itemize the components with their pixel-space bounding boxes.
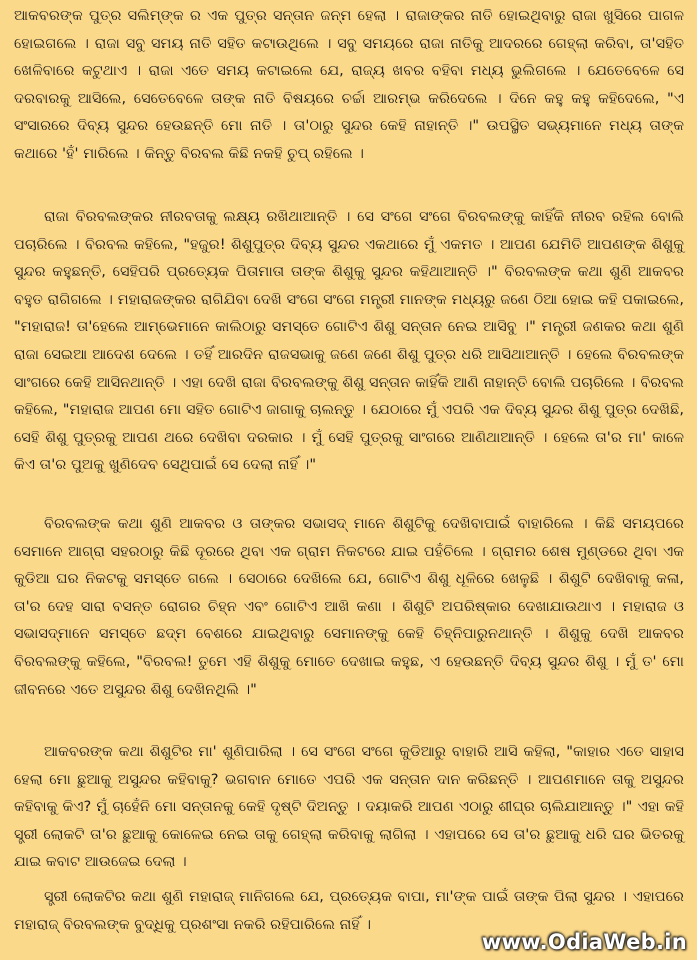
site-watermark: www.OdiaWeb.in (481, 930, 687, 954)
paragraph-2: ରାଜା ବିରବଲଙ୍କର ନୀରବତାକୁ ଲକ୍ଷ୍ୟ ରଖିଥାଆନ୍ତି । ସେ ସଂଗେ ସଂଗେ ବିରବଲଙ୍କୁ କାହିଁକି ନୀରବ ରହିଲ ବୋଲି ପଚାରିଲେ । ବିରବଲ କହିଲେ, "ହଜୁର! ଶିଶୁପୁତ୍ର ଦିବ୍ୟ ସୁନ୍ଦର ଏକଥାରେ ମୁଁ ଏକମତ । ଆପଣ ଯେମିତି ଆପଣଙ୍କ ଶିଶୁକୁ ସୁନ୍ଦର କହୁଛନ୍ତି, ସେହିପରି ପ୍ରତ୍ୟେକ ପିତାମାତା ତାଙ୍କ ଶିଶୁକୁ ସୁନ୍ଦର କହିଥାଆନ୍ତି ।" ବିରବଲଙ୍କ କଥା ଶୁଣି ଆକବର ବହୁତ ରାଗିଗଲେ । ମହାରାଜଙ୍କର ରାଗିଯିବା ଦେଖି ସଂଗେ ସଂଗେ ମନ୍ତ୍ରୀ ମାନଙ୍କ ମଧ୍ୟରୁ ଜଣେ ଠିଆ ହୋଇ କହି ପକାଇଲେ, "ମହାରାଜ! ତା'ହେଲେ ଆମ୍ଭେମାନେ କାଲିଠାରୁ ସମସ୍ତେ ଗୋଟିଏ ଶିଶୁ ସନ୍ତାନ ନେଇ ଆସିବୁ ।" ମନ୍ତ୍ରୀ ଜଣକର କଥା ଶୁଣି ରାଜା ସେଇଆ ଆଦେଶ ଦେଲେ । ତହିଁ ଆରଦିନ ରାଜସଭାକୁ ଜଣେ ଜଣେ ଶିଶୁ ପୁତ୍ର ଧରି ଆସିଥାଆନ୍ତି । ହେଲେ ବିରବଲଙ୍କ ସାଂଗରେ କେହି ଆସିନଥାନ୍ତି । ଏହା ଦେଖି ରାଜା ବିରବଲଙ୍କୁ ଶିଶୁ ସନ୍ତାନ କାହିଁକି ଆଣି ନାହାନ୍ତି ବୋଲି ପଚାରିଲେ । ବିରବଲ କହିଲେ, "ମହାରାଜ ଆପଣ ମୋ ସହିତ ଗୋଟିଏ ଜାଗାକୁ ଚାଲନ୍ତୁ । ଯେଠାରେ ମୁଁ ଏପରି ଏକ ଦିବ୍ୟ ସୁନ୍ଦର ଶିଶୁ ପୁତ୍ର ଦେଖିଛି, ସେହି ଶିଶୁ ପୁତ୍ରକୁ ଆପଣ ଥରେ ଦେଖିବା ଦରକାର । ମୁଁ ସେହି ପୁତ୍ରକୁ ସାଂଗରେ ଆଣିଥାଆନ୍ତି । ହେଲେ ତା'ର ମା' କାଳେ କିଏ ତା'ର ପୁଅକୁ ଖୁଣିଦେବ ସେଥିପାଇଁ ସେ ଦେଲା ନାହିଁ ।" (14, 208, 684, 474)
paragraph-1: ଆକବରଙ୍କ ପୁତ୍ର ସଲିମ୍ଙ୍କ ର ଏକ ପୁତ୍ର ସନ୍ତାନ ଜନ୍ମ ହେଲା । ରାଜାଙ୍କର ନାତି ହୋଇଥିବାରୁ ରାଜା ଖୁସିରେ ପାଗଳ ହୋଇଗଲେ । ରାଜା ସବୁ ସମୟ ନାତି ସହିତ କଟାଉଥିଲେ । ସବୁ ସମୟରେ ରାଜା ନାତିକୁ ଆଦରରେ ଗେହ୍ଲା କରିବା, ତା'ସହିତ ଖେଳିବାରେ କଟୁଥାଏ । ରାଜା ଏତେ ସମୟ କଟାଇଲେ ଯେ, ରାଜ୍ୟ ଖବର ବହିବା ମଧ୍ୟ ଭୁଲିଗଲେ । ଯେତେବେଳେ ସେ ଦରବାରକୁ ଆସିଲେ, ସେତେବେଳେ ତାଙ୍କ ନାତି ବିଷୟରେ ଚର୍ଚ୍ଚା ଆରମ୍ଭ କରିଦେଲେ । ଦିନେ କହୁ କହୁ କହିଦେଲେ, "ଏ ସଂସାରରେ ଦିବ୍ୟ ସୁନ୍ଦର ହେଉଛନ୍ତି ମୋ ନାତି । ତା'ଠାରୁ ସୁନ୍ଦର କେହି ନାହାନ୍ତି ।" ଉପସ୍ଥିତ ସଭ୍ୟମାନେ ମଧ୍ୟ ତାଙ୍କ କଥାରେ 'ହଁ' ମାରିଲେ । କିନ୍ତୁ ବିରବଲ କିଛି ନକହି ଚୁପ୍ ରହିଲେ । (14, 7, 684, 162)
paragraph-4: ଆକବରଙ୍କ କଥା ଶିଶୁଟିର ମା' ଶୁଣିପାରିଲା । ସେ ସଂଗେ ସଂଗେ କୁଡିଆରୁ ବାହାରି ଆସି କହିଲା, "କାହାର ଏତେ ସାହାସ ହେଲା ମୋ ଛୁଆକୁ ଅସୁନ୍ଦର କହିବାକୁ? ଭଗବାନ ମୋତେ ଏପରି ଏକ ସନ୍ତାନ ଦାନ କରିଛନ୍ତି । ଆପଣମାନେ ତାକୁ ଅସୁନ୍ଦର କହିବାକୁ କିଏ? ମୁଁ ଚାହେଁନି ମୋ ସନ୍ତାନକୁ କେହି ଦୃଷ୍ଟି ଦିଅନ୍ତୁ । ଦୟାକରି ଆପଣ ଏଠାରୁ ଶୀଘ୍ର ଚାଲିଯାଆନ୍ତୁ ।" ଏହା କହି ସ୍ତ୍ରୀ ଲୋକଟି ତା'ର ଛୁଆକୁ କୋଳେଇ ନେଇ ତାକୁ ଗେହ୍ଲା କରିବାକୁ ଲାଗିଲା । ଏହାପରେ ସେ ତା'ର ଛୁଆକୁ ଧରି ଘର ଭିତରକୁ ଯାଇ କବାଟ ଆଉଜେଇ ଦେଲା । (14, 743, 684, 871)
paragraph-5: ସ୍ତ୍ରୀ ଲୋକଟିର କଥା ଶୁଣି ମହାରାଜ୍ ମାନିଗଲେ ଯେ, ପ୍ରତ୍ୟେକ ବାପା, ମା'ଙ୍କ ପାଇଁ ତାଙ୍କ ପିଲା ସୁନ୍ଦର । ଏହାପରେ ମହାରାଜ୍ ବିରବଲଙ୍କ ବୁଦ୍ଧିକୁ ପ୍ରଶଂସା ନକରି ରହିପାରିଲେ ନାହିଁ । (14, 888, 684, 933)
paragraph-3: ବିରବଲଙ୍କ କଥା ଶୁଣି ଆକବର ଓ ତାଙ୍କର ସଭାସଦ୍ ମାନେ ଶିଶୁଟିକୁ ଦେଖିବାପାଇଁ ବାହାରିଲେ । କିଛି ସମୟପରେ ସେମାନେ ଆଗ୍ରା ସହରଠାରୁ କିଛି ଦୂରରେ ଥିବା ଏକ ଗ୍ରାମ ନିକଟରେ ଯାଇ ପହଁଚିଲେ । ଗ୍ରାମର ଶେଷ ମୁଣ୍ଡରେ ଥିବା ଏକ କୁଡିଆ ଘର ନିକଟକୁ ସମସ୍ତେ ଗଲେ । ସେଠାରେ ଦେଖିଲେ ଯେ, ଗୋଟିଏ ଶିଶୁ ଧୂଳିରେ ଖେଳୁଛି । ଶିଶୁଟି ଦେଖିବାକୁ କଳା, ତା'ର ଦେହ ସାରା ବସନ୍ତ ରୋଗର ଚିହ୍ନ ଏବଂ ଗୋଟିଏ ଆଖି କଣା । ଶିଶୁଟି ଅପରିଷ୍କାର ଦେଖାଯାଉଥାଏ । ମହାରାଜ ଓ ସଭାସଦ୍ମାନେ ସମସ୍ତେ ଛଦ୍ମ ବେଶରେ ଯାଇଥିବାରୁ ସେମାନଙ୍କୁ କେହି ଚିହ୍ନିପାରୁନଥାନ୍ତି । ଶିଶୁକୁ ଦେଖି ଆକବର ବିରବଲଙ୍କୁ କହିଲେ, "ବିରବଲ! ତୁମେ ଏହି ଶିଶୁକୁ ମୋତେ ଦେଖାଇ କହୁଛ, ଏ ହେଉଛନ୍ତି ଦିବ୍ୟ ସୁନ୍ଦର ଶିଶୁ । ମୁଁ ତ' ମୋ ଜୀବନରେ ଏତେ ଅସୁନ୍ଦର ଶିଶୁ ଦେଖିନଥିଲି ।" (14, 515, 684, 698)
